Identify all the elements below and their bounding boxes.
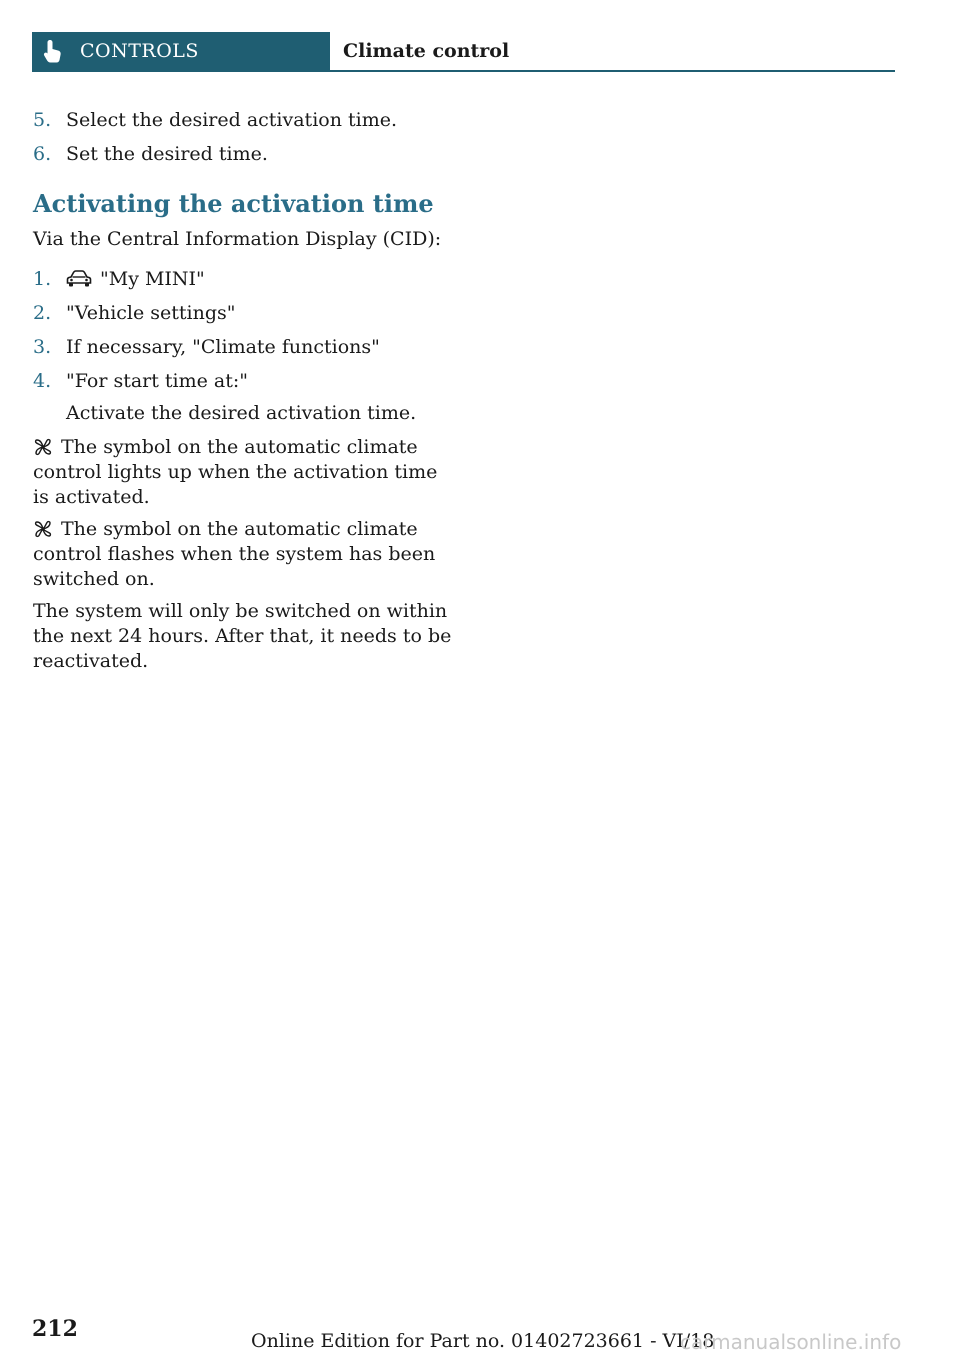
step-text: "Vehicle settings" [66,302,236,324]
step-number: 4. [33,370,52,392]
section-heading: Activating the activation time [33,189,434,218]
page-header [32,32,895,72]
list-item [33,142,453,167]
step-number: 5. [33,109,52,131]
list-item [33,267,453,292]
note-text: The symbol on the automatic climate control flashes when the system has been switched on. [33,518,436,590]
step-subtext: Activate the desired activation time. [66,402,417,424]
page-number: 212 [32,1316,78,1342]
note-text: The symbol on the automatic climate control lights up when the activation time is activated. [33,436,438,508]
section-tab [32,32,330,70]
fan-icon [33,437,53,457]
step-text: If necessary, "Climate functions" [66,336,380,358]
closing-paragraph: The system will only be switched on within the next 24 hours. After that, it needs to be reactivated. [33,600,452,672]
hand-pointer-icon [42,38,64,64]
car-icon [66,270,92,288]
step-number: 2. [33,302,52,324]
watermark: carmanualsonline.info [680,1330,902,1354]
note-lights-up [33,435,453,510]
step-number: 6. [33,143,52,165]
chapter-title: Climate control [343,40,510,62]
list-item [33,335,453,360]
list-item [33,108,453,133]
step-text: "My MINI" [100,268,205,290]
step-text: Set the desired time. [66,143,268,165]
step-number: 3. [33,336,52,358]
list-item [33,301,453,326]
step-text: "For start time at:" [66,370,249,392]
fan-icon [33,519,53,539]
step-text: Select the desired activation time. [66,109,397,131]
section-intro: Via the Central Information Display (CID): [33,228,442,250]
main-content [33,108,453,681]
step-number: 1. [33,268,52,290]
note-flashes [33,517,453,592]
edition-line: Online Edition for Part no. 01402723661 - VI/18 [251,1330,715,1352]
list-item [33,369,453,426]
section-label: CONTROLS [80,40,199,62]
